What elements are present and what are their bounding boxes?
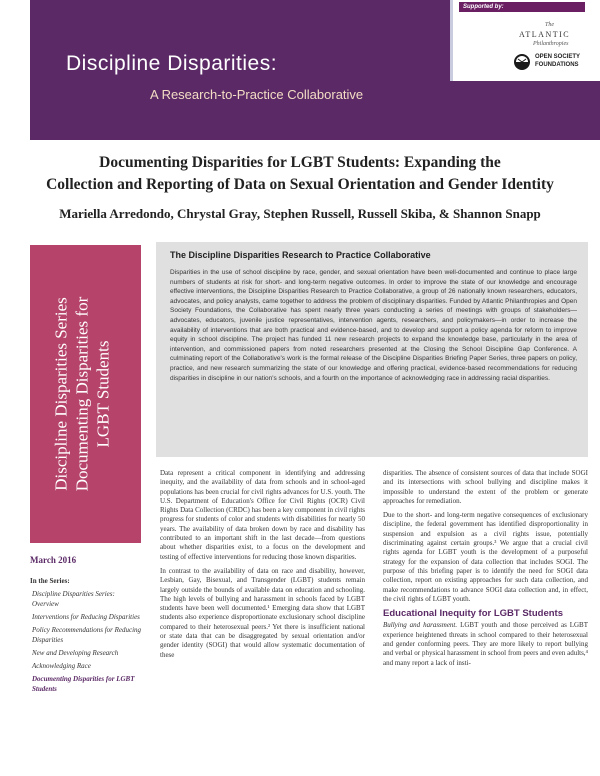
series-subtitle: A Research-to-Practice Collaborative	[150, 87, 364, 102]
body-paragraph: disparities. The absence of consistent sources of data that include SOGI and its intersections with school bullying and discipline makes it impossible to understand the extent of the problem or generate approaches for remediation.	[383, 469, 588, 505]
series-item-current: Documenting Disparities for LGBT Students	[32, 675, 135, 693]
document-title-line2: Collection and Reporting of Data on Sexual Orientation and Gender Identity	[46, 176, 554, 193]
research-collaborative-box	[156, 242, 588, 457]
authors-line: Mariella Arredondo, Chrystal Gray, Stephen Russell, Russell Skiba, & Shannon Snapp	[59, 206, 541, 221]
series-title: Discipline Disparities:	[66, 52, 278, 75]
run-in-heading: Bullying and harassment.	[383, 621, 458, 630]
series-heading: In the Series:	[30, 577, 70, 585]
osf-logo-icon	[513, 53, 531, 71]
section-heading: Educational Inequity for LGBT Students	[383, 608, 563, 620]
box-title: The Discipline Disparities Research to Practice Collaborative	[170, 250, 431, 260]
osf-name-line1: OPEN SOCIETY	[535, 54, 581, 60]
page-header	[0, 0, 600, 140]
supported-by-label: Supported by:	[459, 2, 585, 12]
series-item: Policy Recommendations for Reducing Disparities	[32, 626, 142, 644]
body-paragraph	[383, 621, 588, 667]
document-title-line1: Documenting Disparities for LGBT Students: Expanding the	[99, 154, 501, 171]
body-column-right	[383, 469, 588, 673]
body-paragraph: In contrast to the availability of data on race and disability, however, Lesbian, Gay, Bisexual, and Transgender (LGBT) students remain largely outside the bounds of available data on education and schooling. The high levels of bullying and harassment in schools faced by LGBT students have been well documented.¹ Emerging data show that LGBT students also experience disproportionate exclusionary school discipline compared to their heterosexual peers.² Yet there is insufficient national or state data that can be disaggregated by sexual orientation and/or gender identity (SOGI) that would allow systematic documentation of these	[160, 566, 365, 659]
sidebar-vertical-line: LGBT Students	[93, 340, 113, 448]
series-meta	[30, 555, 142, 697]
sidebar-vertical-title	[51, 244, 114, 544]
series-item: Interventions for Reducing Disparities	[32, 613, 140, 621]
atlantic-the: The	[545, 22, 554, 28]
osf-name-line2: FOUNDATIONS	[535, 62, 579, 68]
document-title	[0, 152, 600, 196]
series-item: New and Developing Research	[32, 649, 119, 657]
series-sidebar-band	[30, 245, 141, 543]
sidebar-vertical-line: Documenting Disparities for	[72, 296, 92, 492]
series-item: Acknowledging Race	[32, 662, 91, 670]
body-paragraph: Data represent a critical component in identifying and addressing inequity, and the availability of data from schools and in school-aged populations has been crucial for civil rights advances for U.S. youth. The U.S. Department of Education's Office for Civil Rights (OCR) Civil Rights Data Collection (CRDC) has been a key component in civil rights progress for students of color and students with disabilities for nearly 50 years. The availability of data broken down by race and disability has contributed to an important shift in the last decade—from questions about whether disparities exist, to a focus on the development and testing of effective interventions for reducing those known disparities.	[160, 469, 365, 561]
paragraph-text: LGBT youth and those perceived as LGBT experience heightened threats in school compared to their heterosexual and gender conforming peers. They are more likely to report bullying and verbal or physical harassment in school from peers and even adults,⁴ and many report a lack of insti-	[383, 621, 589, 667]
box-body: Disparities in the use of school discipline by race, gender, and sexual orientation have been well-documented and continue to place large numbers of students at risk for short- and long-term negative outcomes. In order to improve the state of our knowledge and encourage effective interventions, the Discipline Disparities Research to Practice Collaborative, a group of 26 nationally known researchers, educators, advocates, and policy analysts, came together to address the problem of disciplinary disparities. Funded by Atlantic Philanthropies and Open Society Foundations, the Collaborative has spent nearly three years conducting a series of meetings with groups of stakeholders—advocates, educators, juvenile justice representatives, intervention agents, researchers, and policymakers—in order to increase the availability of interventions that are both practical and evidence-based, and to develop and support a policy agenda for reform to improve equity in school discipline. The project has funded 11 new research projects to expand the knowledge base, particularly in the area of intervention, and commissioned papers from noted researchers presented at the Closing the School Discipline Gap Conference. A culminating report of the Collaborative's work is the formal release of the Discipline Disparities Briefing Paper Series, three papers on policy, practice, and new research summarizing the state of our knowledge and offering practical, evidence-based recommendations for reducing disparities in discipline in our nation's schools, and a fourth on the importance of acknowledging race in addressing racial disparities.	[170, 269, 577, 382]
body-column-left	[160, 469, 365, 665]
body-paragraph: Due to the short- and long-term negative consequences of exclusionary discipline, the federal government has identified disproportionality in suspension and expulsion as a civil rights issue, potentially discriminating against certain groups.³ We argue that a crucial civil rights agenda for LGBT youth is the development of a purposeful strategy for the expansion of data collection that includes SOGI. The purpose of this briefing paper is to identify the need for SOGI data collection, report on existing approaches for such data collection, and make recommendations to advance SOGI data collection and, in effect, the civil rights of LGBT youth.	[383, 511, 588, 603]
sidebar-vertical-line: Discipline Disparities Series	[51, 297, 71, 491]
series-item: Discipline Disparities Series: Overview	[32, 590, 115, 608]
publication-date: March 2016	[30, 555, 77, 565]
atlantic-sub-text: Philanthropies	[533, 41, 569, 47]
sponsor-panel	[450, 0, 600, 81]
atlantic-logo-text: ATLANTIC	[519, 30, 571, 39]
